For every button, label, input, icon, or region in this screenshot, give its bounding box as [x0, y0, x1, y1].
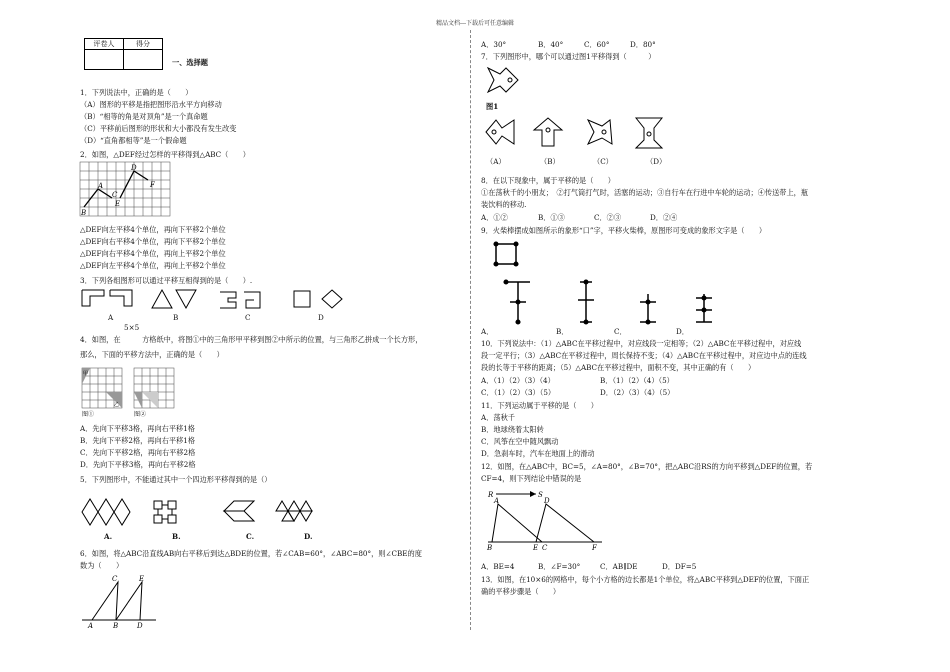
q10-option-c: C．（1）（2）（3）（5） — [481, 388, 556, 397]
q10-option-b: B．（1）（2）（4）（5） — [600, 376, 674, 385]
q1-option-a: （A）图形的平移是指把图形沿水平方向移动 — [80, 100, 222, 109]
q6-figure — [80, 574, 160, 630]
q12-label-d: D — [544, 497, 550, 505]
q2-label-f: F — [150, 181, 155, 189]
q7-option-a: （A） — [486, 157, 506, 166]
page-header: 精品文档---下载后可任意编辑 — [435, 20, 515, 27]
q4-stem-line1: 4．如图，在 方格纸中，将图①中的三角形甲平移到图②中所示的位置，与三角形乙拼成一个长方形， — [80, 335, 423, 344]
q12-label-b: B — [487, 544, 493, 552]
q2-label-a: A — [98, 182, 104, 190]
q13-line2: 确的平移步骤是（ ） — [481, 587, 561, 596]
q4-label-fig2: 图② — [134, 411, 147, 418]
q12-option-b: B．∠F=30° — [538, 562, 581, 571]
q6-stem-line2: 数为（ ） — [80, 561, 124, 570]
q9-option-b: B． — [556, 327, 569, 336]
q7-options-figure — [484, 114, 674, 154]
q12-label-r: R — [488, 491, 494, 499]
q12-line2: CF=4，则下列结论中错误的是 — [481, 474, 582, 483]
q2-option-4: △DEF向左平移4个单位，再向上平移2个单位 — [80, 261, 226, 270]
q8-option-a: A．①② — [481, 213, 508, 222]
q10-option-a: A．（1）（2）（3）（4） — [481, 376, 555, 385]
reviewer-cell: 评卷人 — [85, 39, 124, 50]
q4-option-b: B．先向下平移2格，再向右平移1格 — [80, 436, 196, 445]
q6-label-a: A — [88, 622, 94, 630]
q5-letter-d: D. — [304, 532, 313, 541]
q2-grid-figure — [80, 162, 172, 218]
q4-option-a: A．先向下平移3格，再向右平移1格 — [80, 424, 195, 433]
q5-letter-a: A. — [104, 532, 113, 541]
q12-label-c: C — [542, 544, 548, 552]
q3-letter-d: D — [318, 313, 324, 322]
reviewer-input-cell[interactable] — [85, 50, 124, 70]
q6-label-e: E — [139, 575, 145, 583]
score-table — [84, 38, 163, 70]
q4-label-yi: 乙 — [114, 402, 120, 408]
q3-shapes-figure — [80, 288, 360, 310]
q8-line1: ①在荡秋千的小朋友； ②打气筒打气时，活塞的运动；③自行车在行进中车轮的运动；④传送带上，瓶 — [481, 188, 809, 197]
q1-stem: 1．下列说法中，正确的是（ ） — [80, 88, 193, 97]
q3-letter-a: A — [108, 313, 114, 322]
q8-option-c: C．②③ — [594, 213, 622, 222]
q12-figure — [484, 486, 610, 552]
q2-option-2: △DEF向右平移4个单位，再向下平移2个单位 — [80, 237, 226, 246]
q2-label-e: E — [115, 200, 121, 208]
q12-option-c: C．AB∥DE — [600, 562, 638, 571]
q6-label-c: C — [112, 575, 118, 583]
q4-option-c: C．先向下平移2格，再向右平移2格 — [80, 448, 196, 457]
q4-label-jia: 甲 — [83, 371, 89, 377]
q7-option-c: （C） — [593, 157, 613, 166]
q3-stem: 3．下列各组图形可以通过平移互相得到的是（ ）. — [80, 276, 253, 285]
q12-label-s: S — [538, 491, 543, 499]
q12-label-e: E — [533, 544, 539, 552]
q5-letter-b: B. — [172, 532, 181, 541]
score-input-cell[interactable] — [124, 50, 163, 70]
q6-label-b: B — [113, 622, 119, 630]
q3-letter-b: B — [173, 313, 179, 322]
q11-option-d: D．急刹车时，汽车在地面上的滑动 — [481, 449, 595, 458]
q9-stem: 9．火柴棒摆成如图所示的象形“口”字，平移火柴棒，原图形可变成的象形文字是（ ） — [481, 226, 767, 235]
q10-line3: 段的长等于平移的距离；（5）△ABC在平移过程中，面积不变，其中正确的有（ ） — [481, 363, 756, 372]
q11-option-a: A．荡秋千 — [481, 413, 515, 422]
q6-option-d: D．80° — [630, 40, 656, 49]
q13-line1: 13．如图，在10×6的网格中，每个小方格的边长都是1个单位，将△ABC平移到△DEF的位置，下面正 — [481, 575, 810, 584]
q9-option-c: C． — [614, 327, 627, 336]
q3-letter-c: C — [245, 313, 251, 322]
q2-label-b: B — [81, 209, 87, 217]
q8-option-b: B．①③ — [538, 213, 565, 222]
q4-label-fig1: 图① — [82, 411, 95, 418]
q1-option-d: （D）“直角都相等”是一个假命题 — [80, 136, 187, 145]
q6-option-b: B．40° — [538, 40, 564, 49]
q9-option-d: D． — [676, 327, 689, 336]
q12-label-a: A — [494, 497, 500, 505]
q12-option-d: D．DF=5 — [662, 562, 697, 571]
q1-option-b: （B）“相等的角是对顶角”是一个真命题 — [80, 112, 208, 121]
q9-option-a: A． — [481, 327, 494, 336]
q8-option-d: D．②④ — [650, 213, 678, 222]
q6-label-d: D — [137, 622, 143, 630]
q2-option-3: △DEF向右平移4个单位，再向上平移2个单位 — [80, 249, 226, 258]
column-divider — [470, 30, 471, 630]
q4-note: 5×5 — [124, 323, 140, 332]
q2-stem: 2．如图，△DEF经过怎样的平移得到△ABC（ ） — [80, 150, 250, 159]
q8-line2: 装饮料的移动. — [481, 200, 527, 209]
q6-stem-line1: 6．如图，将△ABC沿直线AB向右平移后到达△BDE的位置，若∠CAB=60°，∠ABC=80°，则∠CBE的度 — [80, 549, 422, 558]
q11-option-b: B．地球绕着太阳转 — [481, 425, 544, 434]
q12-option-a: A．BE=4 — [481, 562, 515, 571]
q7-option-d: （D） — [646, 157, 667, 166]
q9-figure — [486, 238, 726, 328]
q12-label-f: F — [592, 544, 597, 552]
q2-label-c: C — [112, 191, 118, 199]
q7-figure-label: 图1 — [486, 102, 499, 111]
q5-stem: 5．下列图形中，不能通过其中一个四边形平移得到的是（） — [80, 475, 272, 484]
q6-option-a: A．30° — [481, 40, 507, 49]
q2-label-d: D — [131, 164, 137, 172]
q5-letter-c: C. — [246, 532, 255, 541]
section-title: 一、选择题 — [172, 58, 208, 67]
score-cell: 得分 — [124, 39, 163, 50]
q2-option-1: △DEF向左平移4个单位，再向下平移2个单位 — [80, 225, 226, 234]
q1-option-c: （C）平移前后图形的形状和大小都没有发生改变 — [80, 124, 237, 133]
q11-option-c: C．风筝在空中随风飘动 — [481, 437, 559, 446]
q11-stem: 11．下列运动属于平移的是（ ） — [481, 401, 598, 410]
q4-option-d: D．先向下平移3格，再向右平移2格 — [80, 460, 196, 469]
q8-stem: 8．在以下现象中，属于平移的是（ ） — [481, 176, 615, 185]
q10-line1: 10．下列说法中：（1）△ABC在平移过程中，对应线段一定相等；（2）△ABC在平移过程中，对应线 — [481, 339, 802, 348]
q7-option-b: （B） — [540, 157, 560, 166]
q4-figure — [80, 366, 200, 418]
q10-option-d: D．（2）（3）（4）（5） — [600, 388, 675, 397]
q12-line1: 12．如图，在△ABC中，BC=5，∠A=80°，∠B=70°，把△ABC沿RS的方向平移到△DEF的位置，若 — [481, 462, 813, 471]
q4-stem-line2: 那么，下面的平移方法中，正确的是（ ） — [80, 350, 224, 359]
q5-shapes-figure — [80, 497, 340, 531]
q7-stem: 7．下列图形中，哪个可以通过图1平移得到（ ） — [481, 52, 656, 61]
q7-figure-1 — [484, 64, 524, 100]
q10-line2: 段一定平行；（3）△ABC在平移过程中，周长保持不变；（4）△ABC在平移过程中，对应边中点的连线 — [481, 351, 807, 360]
q6-option-c: C．60° — [584, 40, 610, 49]
